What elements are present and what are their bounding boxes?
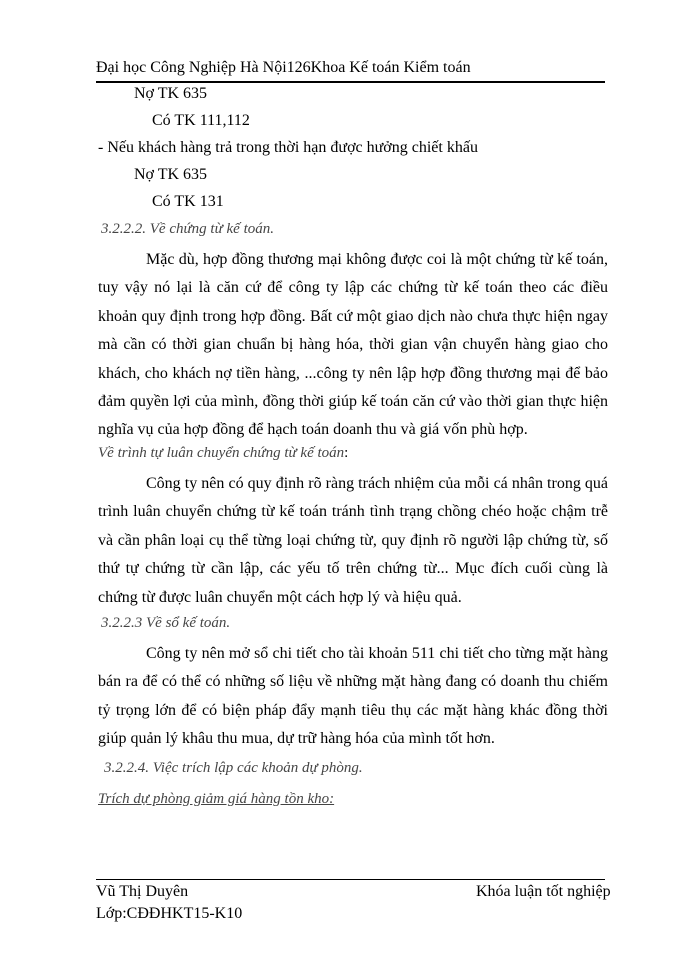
subheading-colon: :: [344, 445, 349, 461]
footer-rule: [96, 879, 605, 880]
page-header: Đại học Công Nghiệp Hà Nội126Khoa Kế toán Kiểm toán: [96, 59, 471, 76]
bullet-discount: - Nếu khách hàng trả trong thời hạn được hưởng chiết khấu: [98, 139, 478, 156]
entry1-credit: Có TK 111,112: [152, 112, 250, 129]
heading-3224: 3.2.2.4. Việc trích lập các khoản dự phòng.: [104, 760, 363, 776]
entry1-debit: Nợ TK 635: [134, 85, 208, 102]
subheading-document-flow: [98, 443, 348, 463]
paragraph-contracts: Mặc dù, hợp đồng thương mại không được coi là một chứng từ kế toán, tuy vậy nó lại là căn cứ để công ty lập các chứng từ kế toán theo các điều khoản quy định trong hợp đồng. Bất cứ một giao dịch nào chưa thực hiện ngay mà cần có thời gian chuẩn bị hàng hóa, thời gian vận chuyển hàng giao cho khách, cho khách nợ tiền hàng, ...công ty nên lập hợp đồng thương mại để bảo đảm quyền lợi của mình, đồng thời giúp kế toán căn cứ vào thời gian thực hiện nghĩa vụ của hợp đồng để hạch toán doanh thu và giá vốn phù hợp.: [98, 251, 608, 439]
paragraph-document-flow: Công ty nên có quy định rõ ràng trách nhiệm của mỗi cá nhân trong quá trình luân chuyển chứng từ kế toán tránh tình trạng chồng chéo hoặc chậm trễ và cần phân loại cụ thể từng loại chứng từ, quy định rõ người lập chứng từ, số thứ tự chứng từ cần lập, các yếu tố trên chứng từ... Mục đích cuối cùng là chứng từ được luân chuyển một cách hợp lý và hiệu quả.: [98, 475, 608, 606]
paragraph-ledgers: Công ty nên mở sổ chi tiết cho tài khoản 511 chi tiết cho từng mặt hàng bán ra để có thể có những số liệu về những mặt hàng đang có doanh thu chiếm tỷ trọng lớn để có biện pháp đẩy mạnh tiêu thụ các mặt hàng khác đồng thời giúp quản lý khâu thu mua, dự trữ hàng hóa của mình tốt hơn.: [98, 645, 608, 748]
entry2-credit: Có TK 131: [152, 193, 224, 210]
footer-document-type: Khóa luận tốt nghiệp: [476, 883, 611, 900]
subheading-document-flow-text: Về trình tự luân chuyển chứng từ kế toán: [98, 445, 345, 461]
heading-3222: 3.2.2.2. Về chứng từ kế toán.: [101, 221, 274, 237]
header-rule: [96, 81, 605, 83]
footer-class: Lớp:CĐĐHKT15-K10: [96, 905, 243, 922]
footer-author: Vũ Thị Duyên: [96, 883, 189, 900]
entry2-debit: Nợ TK 635: [134, 166, 208, 183]
heading-3223: 3.2.2.3 Về sổ kế toán.: [101, 615, 231, 631]
subheading-inventory-provision: Trích dự phòng giảm giá hàng tồn kho:: [98, 791, 335, 807]
